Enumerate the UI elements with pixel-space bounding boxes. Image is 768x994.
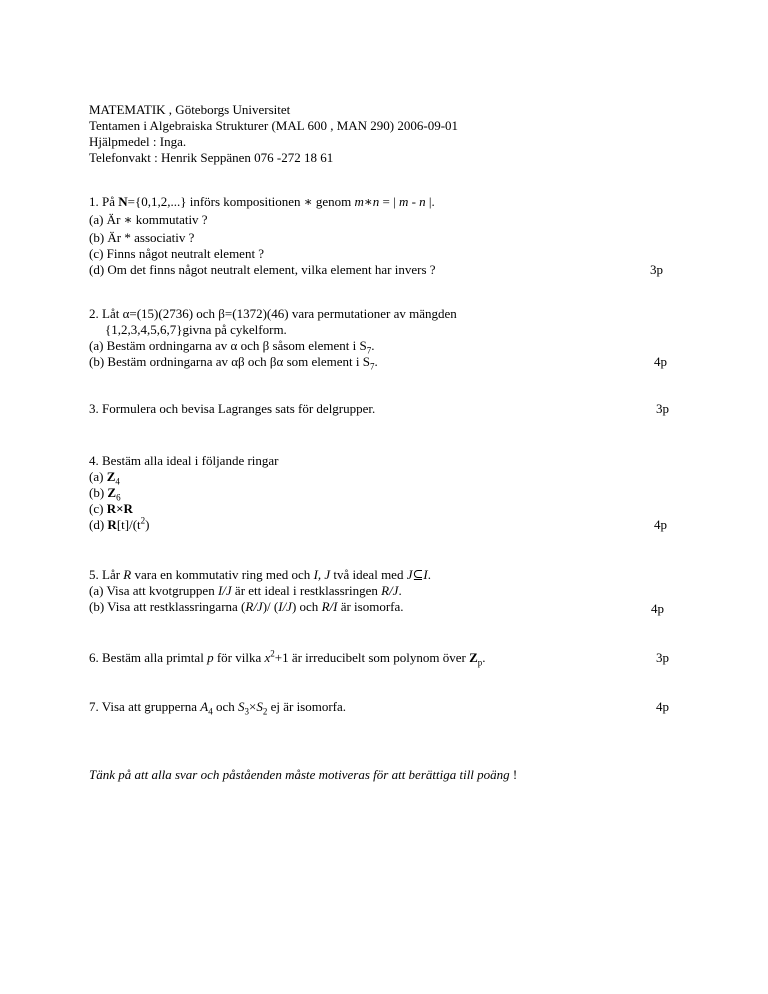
q2-points: 4p [654,354,667,369]
q3-points: 3p [656,401,669,416]
q7-text: 7. Visa att grupperna $A_4$ och $S_3\times S_2$ ej är isomorfa. [89,699,347,717]
q4-points: 4p [654,517,667,532]
q4-part-a: (a) $Z_4$ [89,469,120,487]
header-line-4: Telefonvakt : Henrik Seppänen 076 -272 18 61 [89,150,334,165]
q5-intro: 5. Lår R vara en kommutativ ring med och I, J två ideal med J⊆I. [89,567,431,582]
header-line-1: MATEMATIK , Göteborgs Universitet [89,102,291,117]
q2-part-a: (a) Bestäm ordningarna av α och β såsom element i $S_7$. [89,338,375,356]
q5-part-a: (a) Visa att kvotgruppen I/J är ett ideal i restklassringen R/J. [89,583,402,598]
q6-text: 6. Bestäm alla primtal p för vilka $x^2+1$ är irreducibelt som polynom över $Z_p$. [89,648,486,668]
q6-points: 3p [656,650,669,665]
q1-part-d: (d) Om det finns något neutralt element, vilka element har invers ? [89,262,436,277]
q1-points: 3p [650,262,663,277]
q2-part-b: (b) Bestäm ordningarna av αβ och βα som element i $S_7$. [89,354,378,372]
q4-intro: 4. Bestäm alla ideal i följande ringar [89,453,279,468]
q4-part-d: (d) $R[t]/(t^2)$ [89,515,150,532]
header-line-3: Hjälpmedel : Inga. [89,134,187,149]
q3-text: 3. Formulera och bevisa Lagranges sats för delgrupper. [89,401,376,416]
q1-intro: 1. På N={0,1,2,...} införs kompositionen ∗ genom m∗n = | m - n |. [89,194,435,209]
q7-points: 4p [656,699,669,714]
q2-line-1: 2. Låt α=(15)(2736) och β=(1372)(46) vara permutationer av mängden [89,306,457,321]
q4-part-b: (b) $Z_6$ [89,485,121,503]
q4-part-c: (c) R×R [89,501,133,516]
q1-part-b: (b) Är * associativ ? [89,230,195,245]
q2-line-2: {1,2,3,4,5,6,7}givna på cykelform. [105,322,287,337]
q1-part-a: (a) Är ∗ kommutativ ? [89,212,208,227]
q1-part-c: (c) Finns något neutralt element ? [89,246,265,261]
q5-points: 4p [651,601,664,616]
footer-note: Tänk på att alla svar och påståenden måste motiveras för att berättiga till poäng ! [89,767,518,782]
q5-part-b: (b) Visa att restklassringarna (R/J)/ (I/J) och R/I är isomorfa. [89,599,404,614]
header-line-2: Tentamen i Algebraiska Strukturer (MAL 600 , MAN 290) 2006-09-01 [89,118,459,133]
